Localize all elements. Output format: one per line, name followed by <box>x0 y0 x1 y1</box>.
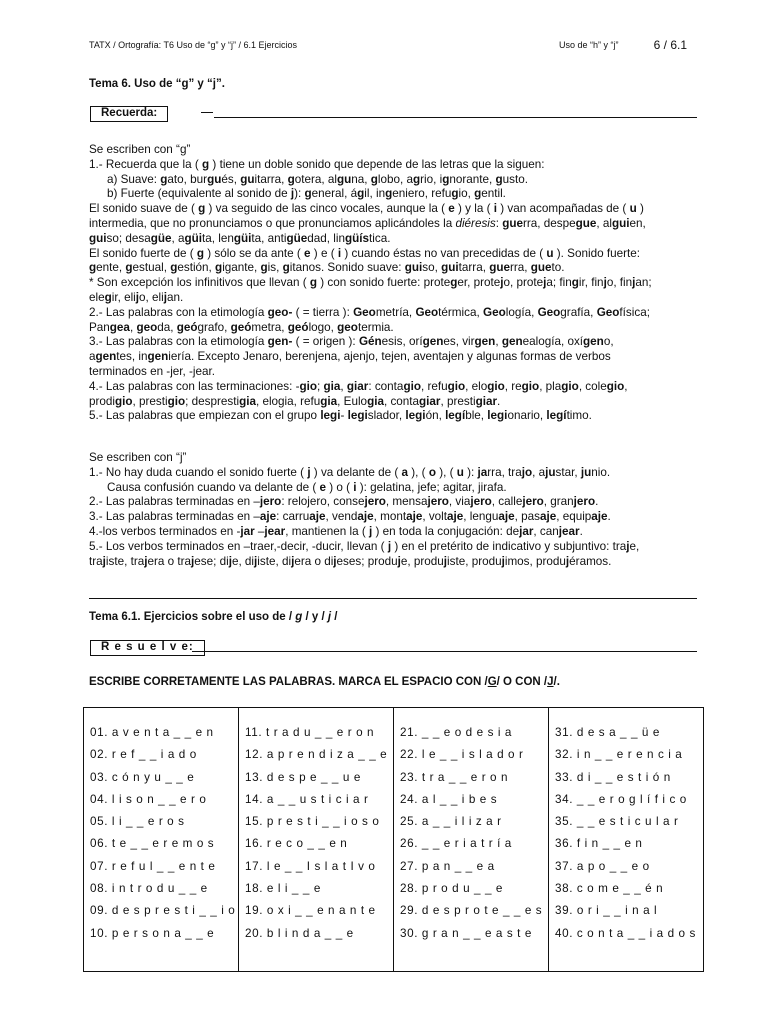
resuelve-label: R e s u e l v e: <box>90 640 205 656</box>
exercise-item[interactable]: 01. a v e n t a _ _ e n <box>90 726 214 739</box>
exercise-item[interactable]: 33. d i _ _ e s t i ó n <box>555 770 671 784</box>
exercise-item[interactable]: 34. _ _ e r o g l í f i c o <box>555 792 687 806</box>
exercise-item[interactable]: 04. l i s o n _ _ e r o <box>90 792 207 806</box>
j-rule-line: Se escriben con “j” <box>89 451 187 464</box>
g-rule-line: 1.- Recuerda que la ( g ) tiene un doble sonido que depende de las letras que la siguen: <box>89 157 545 171</box>
g-rule-line: Se escriben con “g” <box>89 143 191 156</box>
g-rule-line: * Son excepción los infinitivos que llevan ( g ) con sonido fuerte: proteger, protejo, proteja; fingir, finjo, finjan; <box>89 276 652 290</box>
g-rule-line: Pangea, geoda, geógrafo, geómetra, geólogo, geotermia. <box>89 320 394 334</box>
exercise-column <box>394 708 549 971</box>
exercise-item[interactable]: 32. i n _ _ e r e n c i a <box>555 748 683 762</box>
j-rule-line: 2.- Las palabras terminadas en –jero: relojero, consejero, mensajero, viajero, callejero, granjero. <box>89 495 599 509</box>
g-rule-line: 4.- Las palabras con las terminaciones: -gio; gia, giar: contagio, refugio, elogio, regio, plagio, colegio, <box>89 379 628 393</box>
exercise-item[interactable]: 05. l i _ _ e r o s <box>90 815 185 829</box>
tema6-title: Tema 6. Uso de “g” y “j”. <box>89 78 225 90</box>
exercise-item[interactable]: 24. a l _ _ i b e s <box>400 792 498 806</box>
header-topic: Uso de “h” y “j” <box>559 40 619 50</box>
g-rule-line: guiso; desagüe, agüita, lengüita, antigüedad, lingüística. <box>89 231 391 245</box>
exercise-item[interactable]: 18. e l i _ _ e <box>245 882 321 896</box>
g-rule-line: elegir, elijo, elijan. <box>89 290 184 304</box>
g-rule-line: b) Fuerte (equivalente al sonido de j): general, ágil, ingeniero, refugio, gentil. <box>107 187 506 201</box>
exercise-item[interactable]: 31. d e s a _ _ ü e <box>555 726 660 739</box>
j-rule-line: 3.- Las palabras terminadas en –aje: carruaje, vendaje, montaje, voltaje, lenguaje, pasaje, equipaje. <box>89 510 611 524</box>
exercise-item[interactable]: 26. _ _ e r i a t r í a <box>400 837 512 851</box>
exercise-item[interactable]: 37. a p o _ _ e o <box>555 859 650 873</box>
exercise-item[interactable]: 40. c o n t a _ _ i a d o s <box>555 926 696 940</box>
exercise-item[interactable]: 23. t r a _ _ e r o n <box>400 770 509 784</box>
exercise-item[interactable]: 16. r e c o _ _ e n <box>245 837 348 851</box>
exercise-item[interactable]: 21. _ _ e o d e s i a <box>400 726 513 739</box>
section-divider <box>89 598 697 599</box>
g-rule-line: agentes, ingeniería. Excepto Jenaro, berenjena, ajenjo, tejen, aventajen y algunas formas de verbos <box>89 350 611 364</box>
exercise-column <box>239 708 394 971</box>
exercise-item[interactable]: 27. p a n _ _ e a <box>400 859 495 873</box>
header-course-path: TATX / Ortografía: T6 Uso de “g” y “j” / 6.1 Ejercicios <box>89 40 298 50</box>
j-rule-line: 1.- No hay duda cuando el sonido fuerte ( j ) va delante de ( a ), ( o ), ( u ): jarra, trajo, ajustar, junio. <box>89 465 611 479</box>
recuerda-rule-short <box>201 112 213 113</box>
exercise-item[interactable]: 19. o x i _ _ e n a n t e <box>245 904 376 918</box>
g-rules-section <box>89 143 701 424</box>
g-rule-line: 5.- Las palabras que empiezan con el grupo legi- legislador, legión, legíble, legionario, legítimo. <box>89 409 592 423</box>
exercise-item[interactable]: 25. a _ _ i l i z a r <box>400 815 502 829</box>
exercise-column <box>549 708 703 971</box>
j-rule-line: 4.-los verbos terminados en -jar –jear, mantienen la ( j ) en toda la conjugación: dejar, canjear. <box>89 524 583 538</box>
recuerda-rule <box>214 117 697 118</box>
g-rule-line: gente, gestual, gestión, gigante, gis, gitanos. Sonido suave: guiso, guitarra, guerra, gueto. <box>89 261 565 275</box>
g-rule-line: intermedia, que no pronunciamos o que pronunciamos aplicándoles la diéresis: guerra, despegue, alguien, <box>89 216 646 230</box>
exercise-table <box>83 707 704 972</box>
g-rule-line: 2.- Las palabras con la etimología geo- ( = tierra ): Geometría, Geotérmica, Geología, Geografía, Geofísica; <box>89 305 650 319</box>
exercise-item[interactable]: 20. b l i n d a _ _ e <box>245 926 354 940</box>
exercise-item[interactable]: 15. p r e s t i _ _ i o s o <box>245 815 380 829</box>
exercise-item[interactable]: 22. l e _ _ i s l a d o r <box>400 748 524 762</box>
exercise-item[interactable]: 12. a p r e n d i z a _ _ e <box>245 748 388 762</box>
g-rule-line: a) Suave: gato, burgués, guitarra, gotera, alguna, globo, agrio, ignorante, gusto. <box>107 172 528 186</box>
g-rule-line: El sonido suave de ( g ) va seguido de las cinco vocales, aunque la ( e ) y la ( i ) van acompañadas de ( u ) <box>89 202 644 216</box>
g-rule-line: 3.- Las palabras con la etimología gen- ( = origen ): Génesis, orígenes, virgen, genealogía, oxígeno, <box>89 335 614 349</box>
tema61-title: Tema 6.1. Ejercicios sobre el uso de / g / y / j / <box>89 611 338 623</box>
exercise-item[interactable]: 39. o r i _ _ i n a l <box>555 904 658 918</box>
exercise-item[interactable]: 14. a _ _ u s t i c i a r <box>245 792 369 806</box>
exercise-item[interactable]: 17. l e _ _ I s l a t I v o <box>245 859 376 873</box>
exercise-column <box>84 708 239 971</box>
j-rule-line: 5.- Los verbos terminados en –traer,-decir, -ducir, llevan ( j ) en el pretérito de indicativo y subjuntivo: traje, <box>89 539 640 553</box>
exercise-item[interactable]: 02. r e f _ _ i a d o <box>90 748 197 762</box>
exercise-item[interactable]: 09. d e s p r e s t i _ _ i o <box>90 904 236 918</box>
exercise-item[interactable]: 10. p e r s o n a _ _ e <box>90 926 215 940</box>
j-rule-line: trajiste, trajera o trajese; dije, dijiste, dijera o dijeses; produje, produjiste, produjimos, produjéramos. <box>89 554 612 568</box>
exercise-item[interactable]: 13. d e s p e _ _ u e <box>245 770 361 784</box>
exercise-item[interactable]: 28. p r o d u _ _ e <box>400 882 504 896</box>
exercise-item[interactable]: 08. i n t r o d u _ _ e <box>90 882 208 896</box>
g-rule-line: prodigio, prestigio; desprestigia, elogia, refugia, Eulogia, contagiar, prestigiar. <box>89 394 501 408</box>
exercise-item[interactable]: 29. d e s p r o t e _ _ e s <box>400 904 543 918</box>
g-rule-line: terminados en -jer, -jear. <box>89 364 216 378</box>
exercise-item[interactable]: 35. _ _ e s t i c u l a r <box>555 815 679 829</box>
j-rules-section <box>89 451 701 569</box>
resuelve-rule <box>192 651 697 652</box>
recuerda-label: Recuerda: <box>90 106 168 122</box>
exercise-item[interactable]: 07. r e f u l _ _ e n t e <box>90 859 216 873</box>
g-rule-line: El sonido fuerte de ( g ) sólo se da ante ( e ) e ( i ) cuando éstas no van precedidas de ( u ). Sonido fuerte: <box>89 246 640 260</box>
exercise-item[interactable]: 36. f i n _ _ e n <box>555 837 643 851</box>
exercise-item[interactable]: 30. g r a n _ _ e a s t e <box>400 926 532 940</box>
exercise-item[interactable]: 11. t r a d u _ _ e r o n <box>245 726 375 739</box>
exercise-instruction: ESCRIBE CORRETAMENTE LAS PALABRAS. MARCA EL ESPACIO CON /G/ O CON /J/. <box>89 676 560 688</box>
exercise-item[interactable]: 38. c o m e _ _ é n <box>555 882 664 896</box>
header-page-number: 6 / 6.1 <box>653 38 687 52</box>
exercise-item[interactable]: 03. c ó n y u _ _ e <box>90 770 195 784</box>
exercise-item[interactable]: 06. t e _ _ e r e m o s <box>90 837 215 851</box>
j-rule-line: Causa confusión cuando va delante de ( e ) o ( i ): gelatina, jefe; agitar, jirafa. <box>107 480 507 494</box>
